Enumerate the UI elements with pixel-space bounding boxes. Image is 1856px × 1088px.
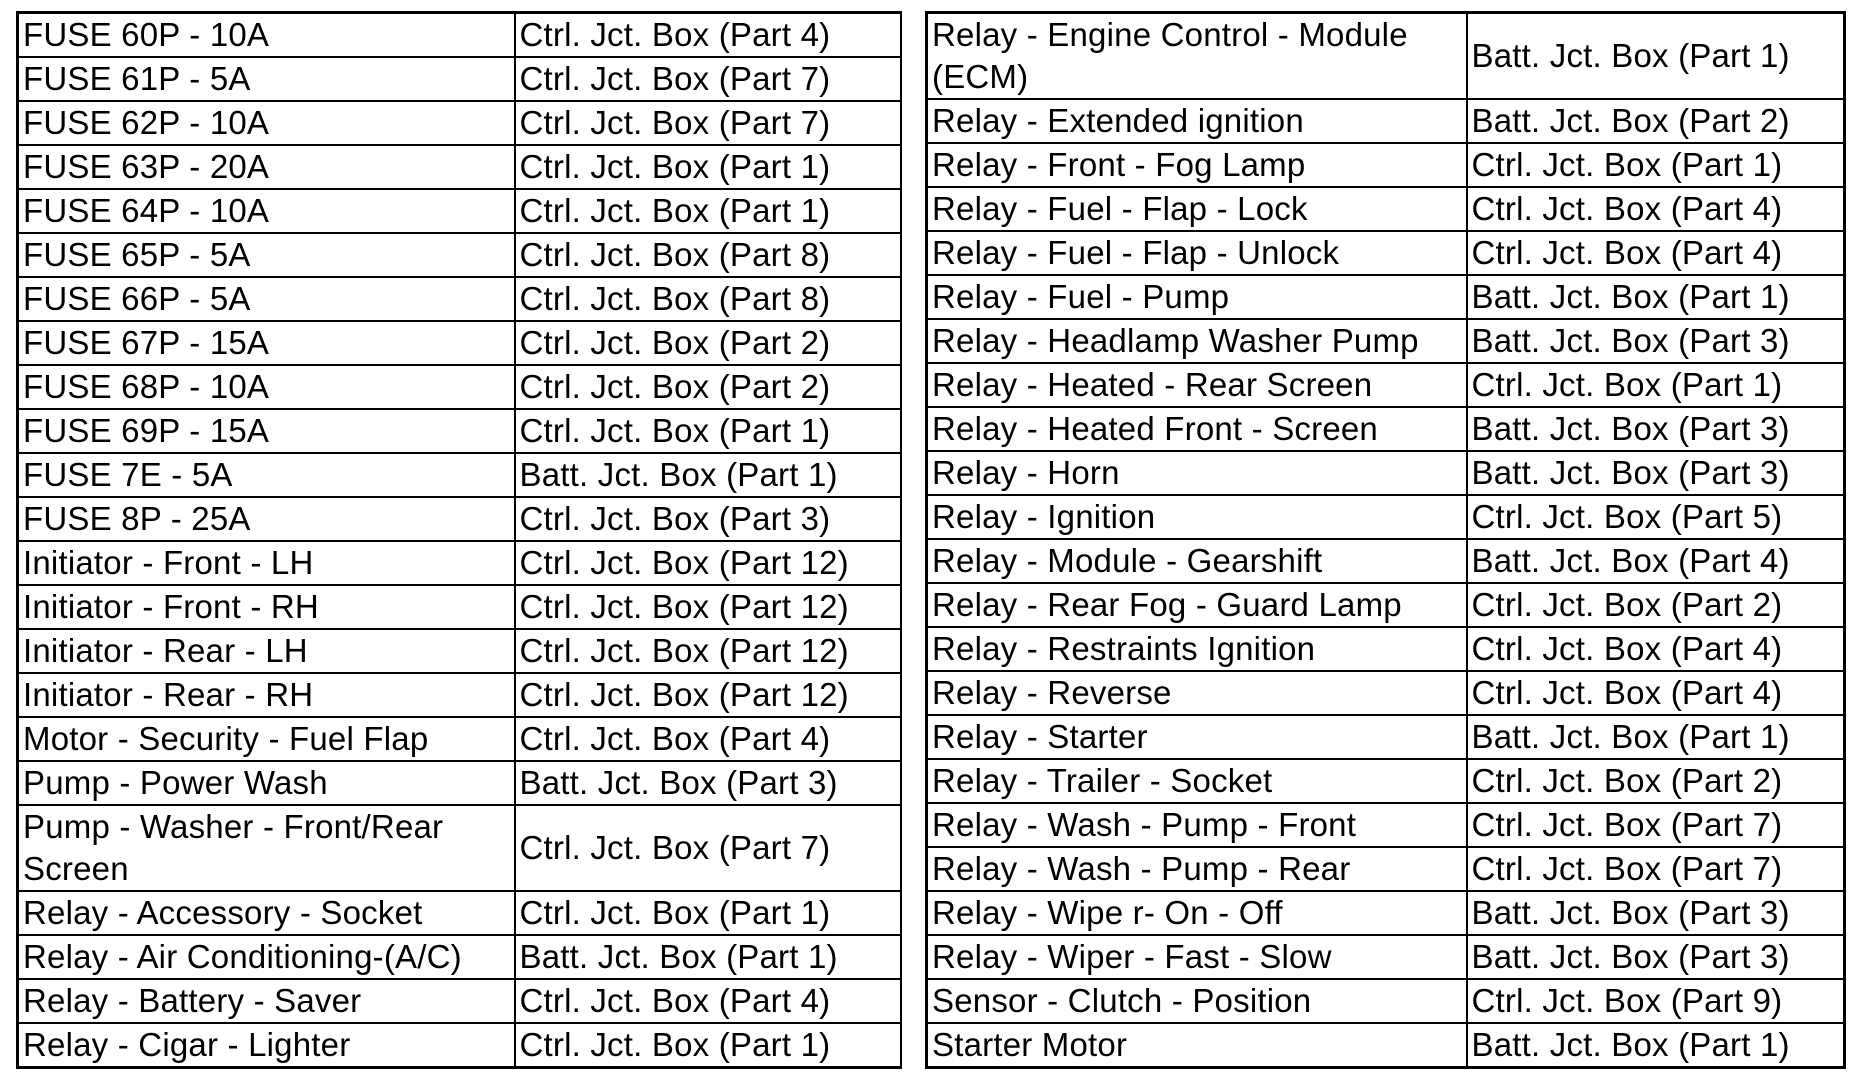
table-row	[18, 145, 902, 189]
table-row	[18, 761, 902, 805]
component-cell: Initiator - Front - RH	[18, 585, 515, 629]
table-row	[927, 715, 1845, 759]
component-cell: Relay - Wiper - Fast - Slow	[927, 935, 1467, 979]
location-cell: Ctrl. Jct. Box (Part 12)	[515, 673, 902, 717]
component-cell: Initiator - Rear - LH	[18, 629, 515, 673]
component-cell: Relay - Ignition	[927, 495, 1467, 539]
table-row	[18, 585, 902, 629]
location-cell: Batt. Jct. Box (Part 3)	[1467, 935, 1845, 979]
component-cell: Relay - Trailer - Socket	[927, 759, 1467, 803]
table-row	[927, 99, 1845, 143]
location-cell: Ctrl. Jct. Box (Part 1)	[515, 189, 902, 233]
table-row	[927, 231, 1845, 275]
location-cell: Batt. Jct. Box (Part 3)	[1467, 319, 1845, 363]
component-cell: FUSE 63P - 20A	[18, 145, 515, 189]
location-cell: Ctrl. Jct. Box (Part 1)	[515, 1023, 902, 1068]
location-cell: Ctrl. Jct. Box (Part 4)	[1467, 671, 1845, 715]
location-cell: Ctrl. Jct. Box (Part 7)	[1467, 847, 1845, 891]
component-cell: FUSE 66P - 5A	[18, 277, 515, 321]
table-row	[18, 57, 902, 101]
component-cell: FUSE 64P - 10A	[18, 189, 515, 233]
location-cell: Batt. Jct. Box (Part 3)	[1467, 891, 1845, 935]
location-cell: Ctrl. Jct. Box (Part 9)	[1467, 979, 1845, 1023]
table-row	[927, 803, 1845, 847]
right-component-table	[925, 11, 1846, 1069]
location-cell: Ctrl. Jct. Box (Part 12)	[515, 541, 902, 585]
component-cell: Starter Motor	[927, 1023, 1467, 1068]
right-table-body	[927, 13, 1845, 1068]
table-row	[927, 539, 1845, 583]
component-cell: Relay - Starter	[927, 715, 1467, 759]
location-cell: Ctrl. Jct. Box (Part 4)	[1467, 187, 1845, 231]
left-component-table	[16, 11, 903, 1069]
table-row	[927, 759, 1845, 803]
table-row	[927, 583, 1845, 627]
table-row	[18, 979, 902, 1023]
component-cell: Pump - Washer - Front/Rear Screen	[18, 805, 515, 891]
table-row	[18, 629, 902, 673]
table-row	[927, 319, 1845, 363]
location-cell: Ctrl. Jct. Box (Part 1)	[1467, 363, 1845, 407]
location-cell: Ctrl. Jct. Box (Part 2)	[515, 321, 902, 365]
table-row	[18, 13, 902, 58]
component-cell: Pump - Power Wash	[18, 761, 515, 805]
location-cell: Ctrl. Jct. Box (Part 8)	[515, 277, 902, 321]
location-cell: Ctrl. Jct. Box (Part 2)	[1467, 759, 1845, 803]
table-row	[927, 627, 1845, 671]
table-row	[18, 409, 902, 453]
location-cell: Ctrl. Jct. Box (Part 7)	[515, 805, 902, 891]
table-row	[18, 935, 902, 979]
component-cell: Relay - Module - Gearshift	[927, 539, 1467, 583]
table-row	[18, 365, 902, 409]
component-cell: Relay - Restraints Ignition	[927, 627, 1467, 671]
component-cell: Relay - Extended ignition	[927, 99, 1467, 143]
location-cell: Ctrl. Jct. Box (Part 3)	[515, 497, 902, 541]
location-cell: Ctrl. Jct. Box (Part 1)	[1467, 143, 1845, 187]
component-cell: Motor - Security - Fuel Flap	[18, 717, 515, 761]
table-row	[18, 453, 902, 497]
table-separator	[902, 11, 922, 1074]
location-cell: Ctrl. Jct. Box (Part 1)	[515, 409, 902, 453]
component-cell: Relay - Horn	[927, 451, 1467, 495]
table-row	[927, 143, 1845, 187]
component-cell: Relay - Heated Front - Screen	[927, 407, 1467, 451]
location-cell: Batt. Jct. Box (Part 1)	[1467, 715, 1845, 759]
table-row	[18, 1023, 902, 1068]
location-cell: Ctrl. Jct. Box (Part 4)	[515, 13, 902, 58]
location-cell: Batt. Jct. Box (Part 3)	[515, 761, 902, 805]
location-cell: Batt. Jct. Box (Part 1)	[1467, 13, 1845, 100]
component-cell: Relay - Wipe r- On - Off	[927, 891, 1467, 935]
table-row	[18, 101, 902, 145]
component-cell: Relay - Engine Control - Module (ECM)	[927, 13, 1467, 100]
table-row	[18, 717, 902, 761]
location-cell: Batt. Jct. Box (Part 3)	[1467, 451, 1845, 495]
component-cell: Relay - Accessory - Socket	[18, 891, 515, 935]
location-cell: Ctrl. Jct. Box (Part 1)	[515, 891, 902, 935]
table-row	[927, 979, 1845, 1023]
component-cell: Relay - Fuel - Pump	[927, 275, 1467, 319]
location-cell: Ctrl. Jct. Box (Part 12)	[515, 585, 902, 629]
component-cell: FUSE 7E - 5A	[18, 453, 515, 497]
component-cell: FUSE 60P - 10A	[18, 13, 515, 58]
table-row	[927, 451, 1845, 495]
table-row	[927, 891, 1845, 935]
location-cell: Ctrl. Jct. Box (Part 8)	[515, 233, 902, 277]
location-cell: Ctrl. Jct. Box (Part 4)	[515, 717, 902, 761]
location-cell: Batt. Jct. Box (Part 1)	[1467, 275, 1845, 319]
component-cell: FUSE 8P - 25A	[18, 497, 515, 541]
component-cell: Relay - Reverse	[927, 671, 1467, 715]
table-row	[927, 495, 1845, 539]
component-cell: Relay - Fuel - Flap - Lock	[927, 187, 1467, 231]
location-cell: Ctrl. Jct. Box (Part 7)	[515, 57, 902, 101]
component-cell: Relay - Rear Fog - Guard Lamp	[927, 583, 1467, 627]
table-row	[927, 13, 1845, 100]
component-cell: Relay - Battery - Saver	[18, 979, 515, 1023]
location-cell: Ctrl. Jct. Box (Part 2)	[1467, 583, 1845, 627]
table-row	[18, 805, 902, 891]
location-cell: Batt. Jct. Box (Part 2)	[1467, 99, 1845, 143]
table-row	[18, 233, 902, 277]
table-row	[18, 891, 902, 935]
location-cell: Ctrl. Jct. Box (Part 4)	[1467, 231, 1845, 275]
component-cell: Relay - Front - Fog Lamp	[927, 143, 1467, 187]
location-cell: Ctrl. Jct. Box (Part 7)	[515, 101, 902, 145]
component-cell: FUSE 62P - 10A	[18, 101, 515, 145]
component-cell: FUSE 67P - 15A	[18, 321, 515, 365]
component-cell: Relay - Wash - Pump - Front	[927, 803, 1467, 847]
table-row	[927, 1023, 1845, 1068]
table-row	[927, 671, 1845, 715]
table-row	[18, 189, 902, 233]
location-cell: Batt. Jct. Box (Part 1)	[1467, 1023, 1845, 1068]
component-cell: FUSE 65P - 5A	[18, 233, 515, 277]
table-row	[927, 407, 1845, 451]
location-cell: Batt. Jct. Box (Part 4)	[1467, 539, 1845, 583]
component-cell: FUSE 61P - 5A	[18, 57, 515, 101]
location-cell: Batt. Jct. Box (Part 1)	[515, 453, 902, 497]
component-cell: Relay - Fuel - Flap - Unlock	[927, 231, 1467, 275]
component-cell: Relay - Heated - Rear Screen	[927, 363, 1467, 407]
location-cell: Ctrl. Jct. Box (Part 12)	[515, 629, 902, 673]
location-cell: Ctrl. Jct. Box (Part 4)	[515, 979, 902, 1023]
table-row	[927, 847, 1845, 891]
component-cell: FUSE 69P - 15A	[18, 409, 515, 453]
location-cell: Batt. Jct. Box (Part 1)	[515, 935, 902, 979]
table-row	[18, 277, 902, 321]
location-cell: Ctrl. Jct. Box (Part 2)	[515, 365, 902, 409]
location-cell: Ctrl. Jct. Box (Part 7)	[1467, 803, 1845, 847]
table-row	[927, 187, 1845, 231]
component-cell: Relay - Air Conditioning-(A/C)	[18, 935, 515, 979]
table-row	[18, 541, 902, 585]
component-cell: Relay - Headlamp Washer Pump	[927, 319, 1467, 363]
table-row	[927, 363, 1845, 407]
location-cell: Ctrl. Jct. Box (Part 5)	[1467, 495, 1845, 539]
component-cell: Relay - Wash - Pump - Rear	[927, 847, 1467, 891]
component-cell: Sensor - Clutch - Position	[927, 979, 1467, 1023]
component-cell: Relay - Cigar - Lighter	[18, 1023, 515, 1068]
table-row	[927, 275, 1845, 319]
table-row	[18, 321, 902, 365]
table-row	[927, 935, 1845, 979]
table-row	[18, 673, 902, 717]
location-cell: Ctrl. Jct. Box (Part 1)	[515, 145, 902, 189]
location-cell: Batt. Jct. Box (Part 3)	[1467, 407, 1845, 451]
location-cell: Ctrl. Jct. Box (Part 4)	[1467, 627, 1845, 671]
left-table-body	[18, 13, 902, 1068]
component-cell: Initiator - Rear - RH	[18, 673, 515, 717]
table-row	[18, 497, 902, 541]
component-cell: Initiator - Front - LH	[18, 541, 515, 585]
component-cell: FUSE 68P - 10A	[18, 365, 515, 409]
